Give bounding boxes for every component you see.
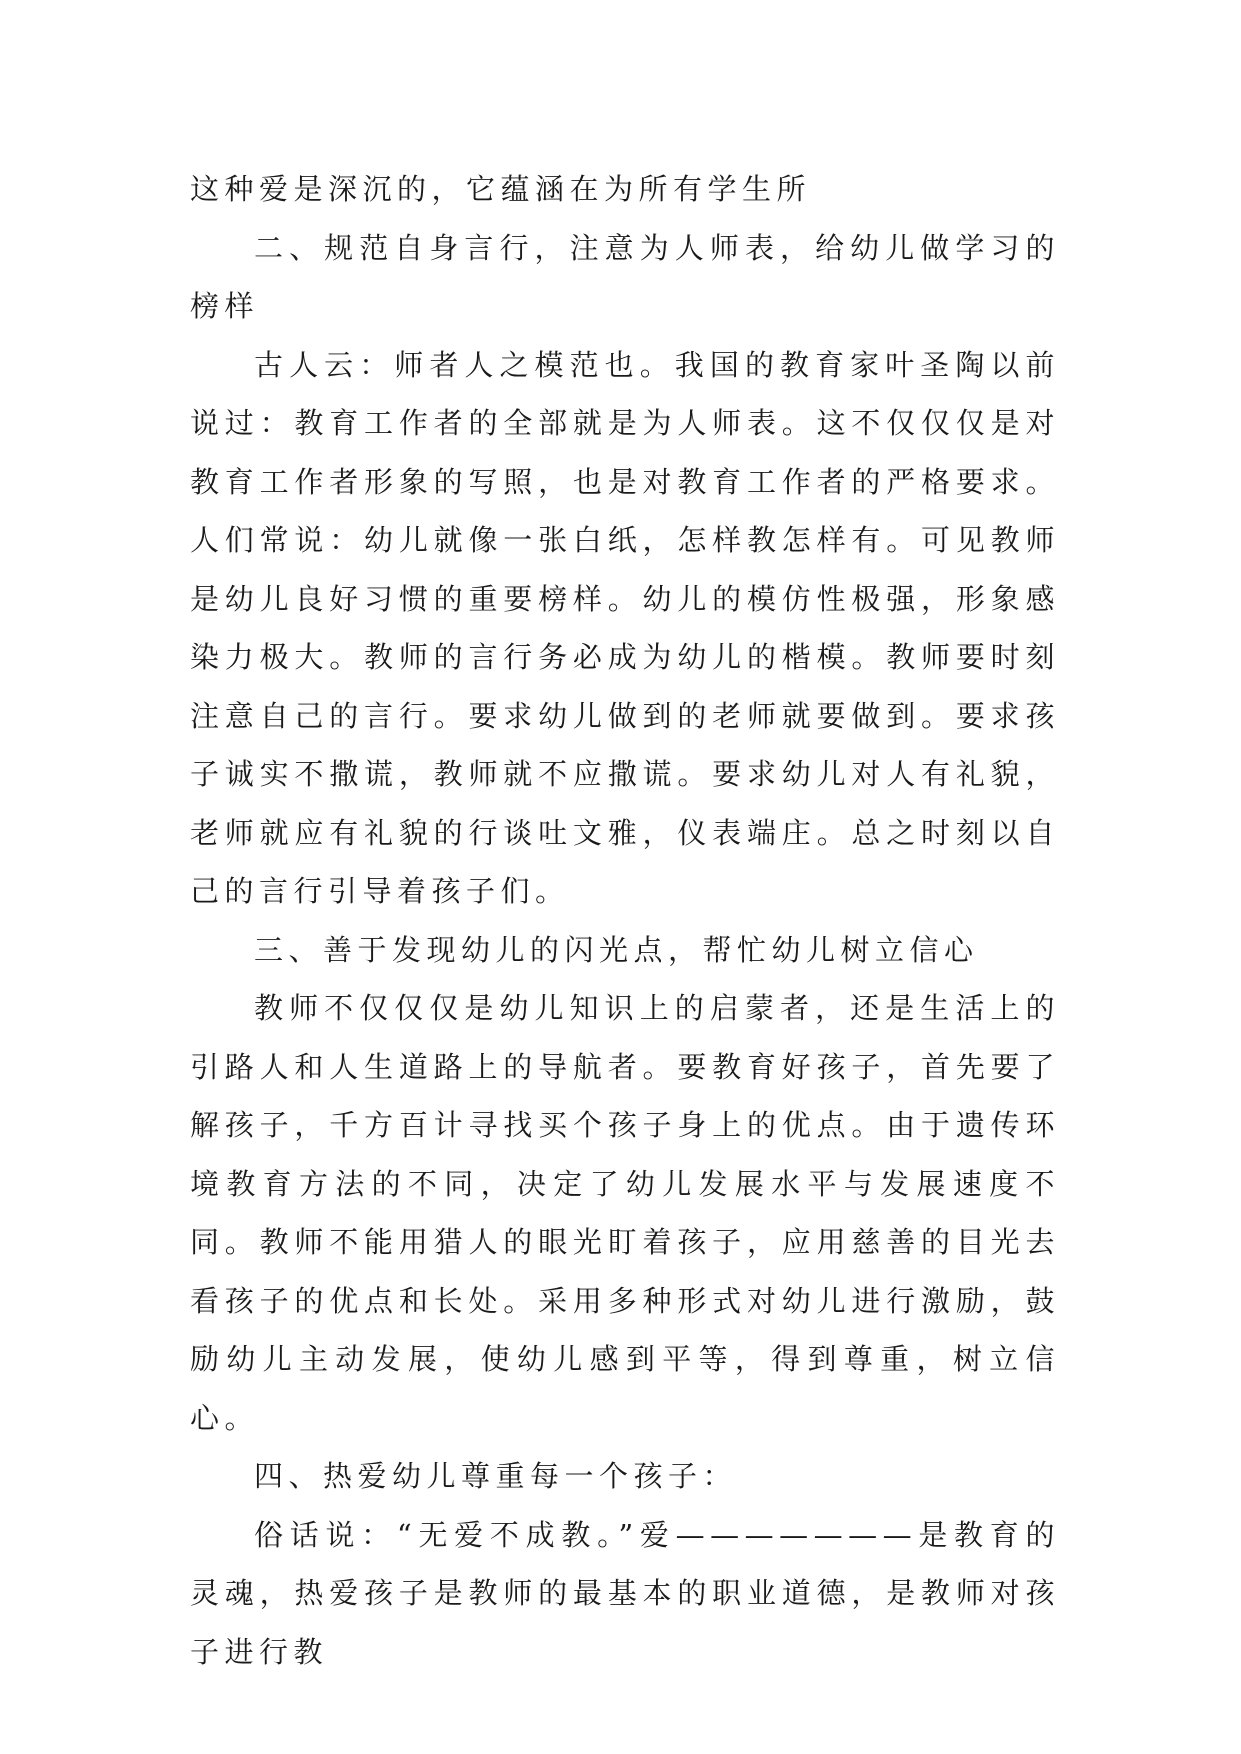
paragraph-continuation: 这种爱是深沉的，它蕴涵在为所有学生所: [190, 172, 812, 206]
section-heading-4: 四、热爱幼儿尊重每一个孩子：: [254, 1459, 738, 1493]
paragraph-section-4: 俗话说：“无爱不成教。”爱———————是教育的灵魂，热爱孩子是教师的最基本的职业道德，是教师对孩子进行教: [190, 1517, 1060, 1669]
paragraph-section-2: 古人云：师者人之模范也。我国的教育家叶圣陶以前说过：教育工作者的全部就是为人师表。这不仅仅仅是对教育工作者形象的写照，也是对教育工作者的严格要求。人们常说：幼儿就像一张白纸，怎样教怎样有。可见教师是幼儿良好习惯的重要榜样。幼儿的模仿性极强，形象感染力极大。教师的言行务必成为幼儿的楷模。教师要时刻注意自己的言行。要求幼儿做到的老师就要做到。要求孩子诚实不撒谎，教师就不应撒谎。要求幼儿对人有礼貌，老师就应有礼貌的行谈吐文雅，仪表端庄。总之时刻以自己的言行引导着孩子们。: [190, 347, 1060, 908]
section-heading-3: 三、善于发现幼儿的闪光点，帮忙幼儿树立信心: [254, 932, 979, 967]
section-heading-2: 二、规范自身言行，注意为人师表，给幼儿做学习的榜样: [190, 230, 1060, 323]
document-body: [190, 160, 1060, 1681]
paragraph-section-3: 教师不仅仅仅是幼儿知识上的启蒙者，还是生活上的引路人和人生道路上的导航者。要教育好孩子，首先要了解孩子，千方百计寻找买个孩子身上的优点。由于遗传环境教育方法的不同，决定了幼儿发展水平与发展速度不同。教师不能用猎人的眼光盯着孩子，应用慈善的目光去看孩子的优点和长处。采用多种形式对幼儿进行激励，鼓励幼儿主动发展，使幼儿感到平等，得到尊重，树立信心。: [190, 991, 1060, 1435]
